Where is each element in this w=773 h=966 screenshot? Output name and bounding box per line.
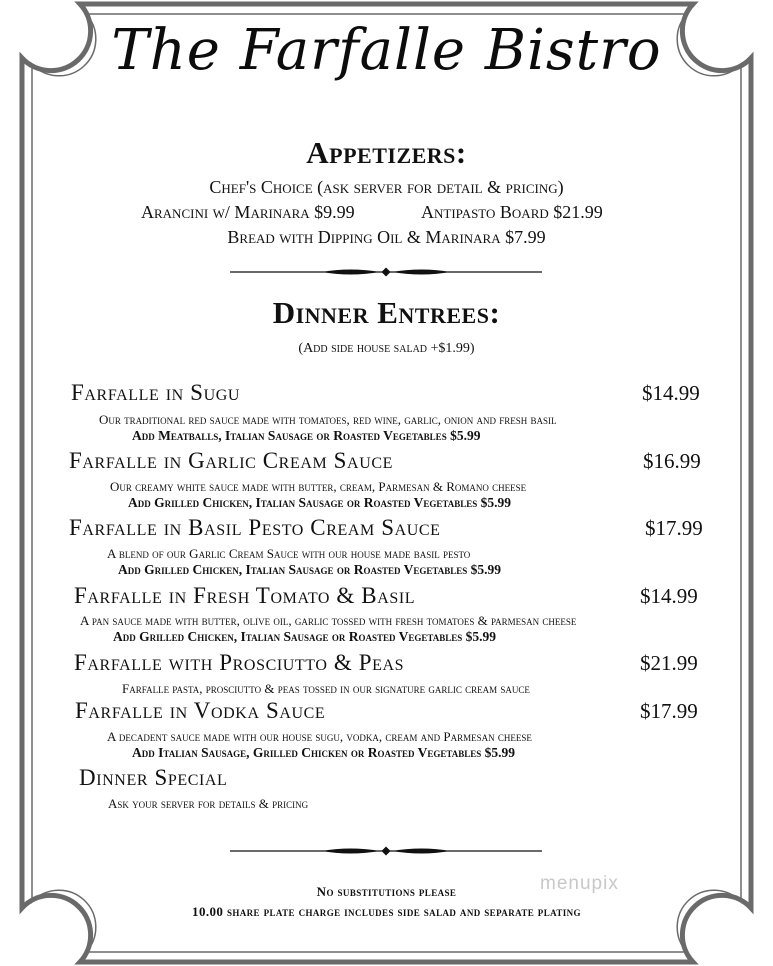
dinner-special-description: Ask your server for details & pricing <box>108 796 309 811</box>
appetizer-line: Arancini w/ Marinara $9.99 <box>141 202 355 222</box>
ornamental-divider <box>230 845 542 857</box>
entree-price: $21.99 <box>640 651 698 675</box>
entree-price: $16.99 <box>643 449 701 473</box>
entree-price: $14.99 <box>642 381 700 405</box>
entree-description: A pan sauce made with butter, olive oil, garlic tossed with fresh tomatoes & parmesan cheese <box>80 613 577 628</box>
entree-description: A blend of our Garlic Cream Sauce with our house made basil pesto <box>107 546 471 561</box>
appetizer-line: Bread with Dipping Oil & Marinara $7.99 <box>227 227 546 247</box>
entree-name: Farfalle in Vodka Sauce <box>75 698 326 723</box>
entree-name: Farfalle in Fresh Tomato & Basil <box>74 583 416 608</box>
entree-addon: Add Grilled Chicken, Italian Sausage or Roasted Vegetables $5.99 <box>128 495 511 510</box>
entree-addon: Add Grilled Chicken, Italian Sausage or Roasted Vegetables $5.99 <box>118 562 501 577</box>
footer-share-plate-charge: 10.00 share plate charge includes side salad and separate plating <box>192 904 581 919</box>
appetizer-line: Chef's Choice (ask server for detail & pricing) <box>209 177 564 197</box>
entrees-heading: Dinner Entrees: <box>272 295 501 330</box>
entree-name: Farfalle in Basil Pesto Cream Sauce <box>69 515 441 540</box>
dinner-special-name: Dinner Special <box>79 765 228 790</box>
entree-name: Farfalle in Garlic Cream Sauce <box>69 448 394 473</box>
restaurant-title: The Farfalle Bistro <box>111 18 662 83</box>
entree-addon: Add Meatballs, Italian Sausage or Roasted Vegetables $5.99 <box>132 428 481 443</box>
entree-description: Farfalle pasta, prosciutto & peas tossed in our signature garlic cream sauce <box>122 681 530 696</box>
entree-description: Our traditional red sauce made with tomatoes, red wine, garlic, onion and fresh basil <box>99 412 557 427</box>
entree-addon: Add Italian Sausage, Grilled Chicken or Roasted Vegetables $5.99 <box>132 745 515 760</box>
entree-price: $17.99 <box>645 516 703 540</box>
footer-no-substitutions: No substitutions please <box>316 884 457 899</box>
entree-price: $17.99 <box>640 699 698 723</box>
entree-price: $14.99 <box>640 584 698 608</box>
entree-name: Farfalle in Sugu <box>71 380 241 405</box>
appetizers-heading: Appetizers: <box>306 135 467 170</box>
menupix-watermark: menupix <box>540 873 619 894</box>
entree-addon: Add Grilled Chicken, Italian Sausage or Roasted Vegetables $5.99 <box>113 629 496 644</box>
ornamental-divider <box>230 266 542 278</box>
entree-description: Our creamy white sauce made with butter, cream, Parmesan & Romano cheese <box>110 479 527 494</box>
appetizer-line: Antipasto Board $21.99 <box>421 202 603 222</box>
side-salad-note: (Add side house salad +$1.99) <box>298 341 475 356</box>
entree-name: Farfalle with Prosciutto & Peas <box>74 650 405 675</box>
entree-description: A decadent sauce made with our house sugu, vodka, cream and Parmesan cheese <box>107 729 532 744</box>
